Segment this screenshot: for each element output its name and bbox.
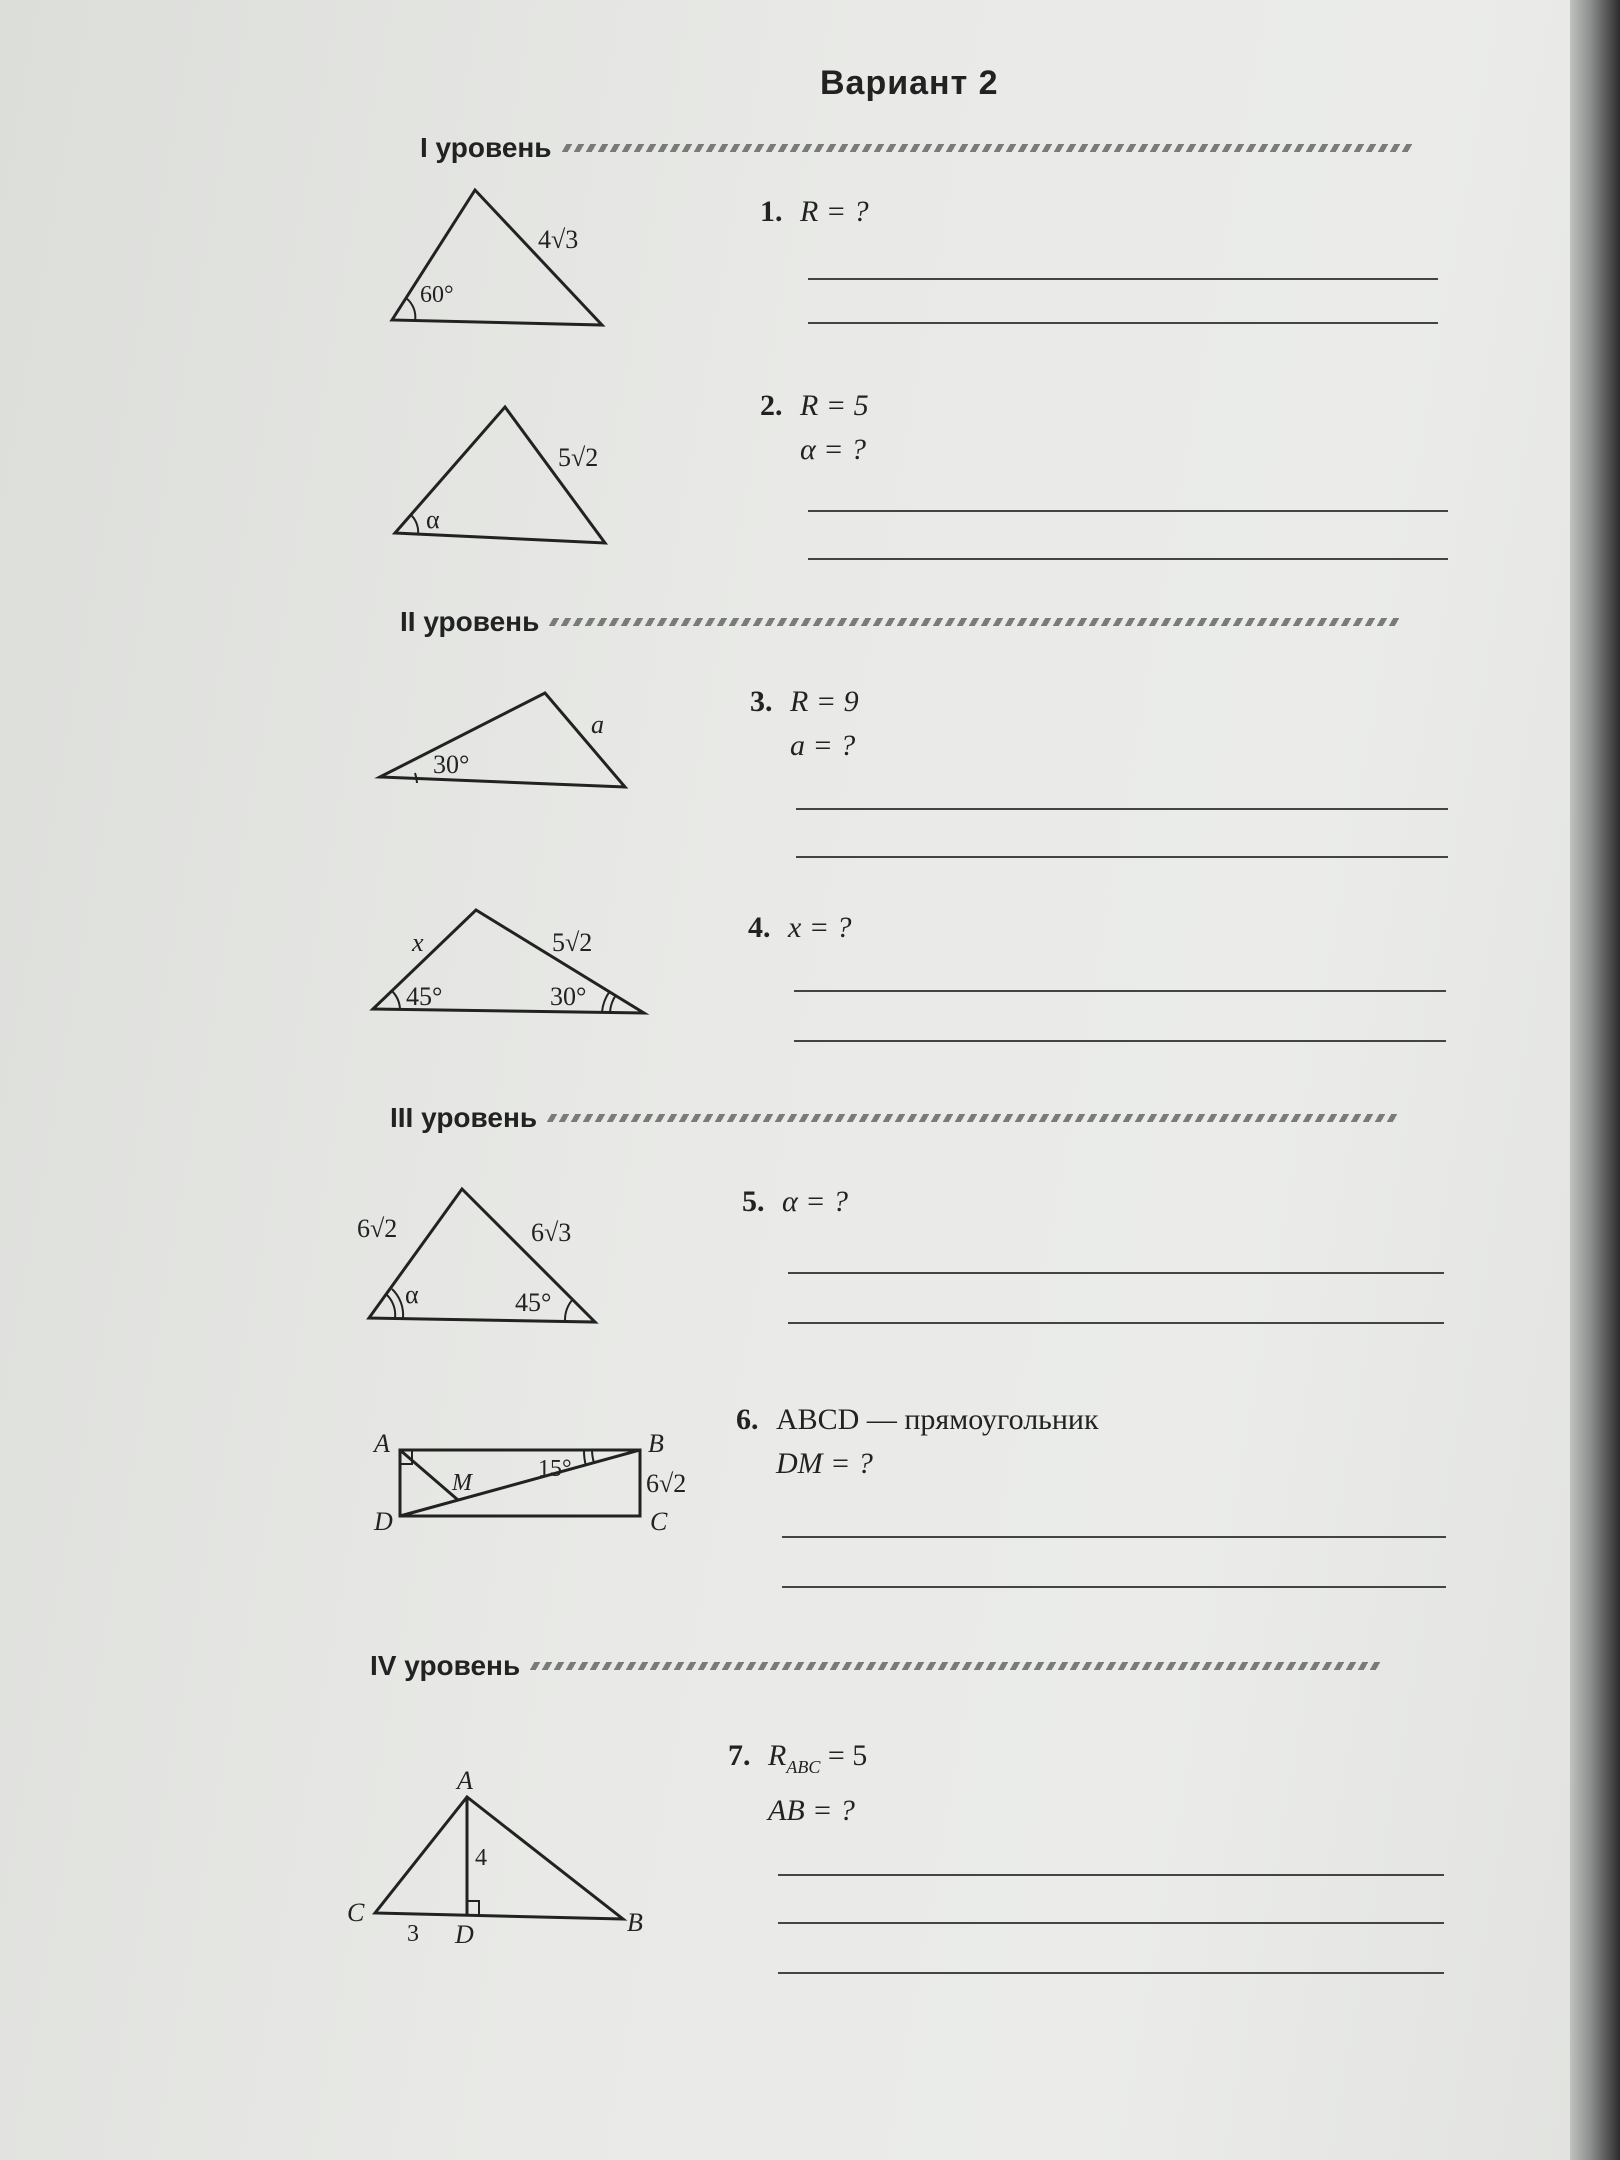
problem-text: ABCD — прямоугольник [776, 1403, 1099, 1436]
triangle-figure-2 [390, 400, 630, 550]
problem-text: a = ? [790, 729, 856, 762]
triangle-figure-1 [380, 180, 620, 340]
problem-text: R = ? [800, 195, 869, 228]
side-label: 6√2 [357, 1214, 398, 1243]
problem-7 [728, 1734, 867, 1833]
vertex-label-c: C [347, 1898, 365, 1927]
page-title: Вариант 2 [820, 64, 999, 102]
level-2-header [400, 602, 1401, 642]
problem-text: R = 9 [790, 685, 859, 718]
answer-line[interactable] [788, 1272, 1444, 1274]
answer-line[interactable] [796, 808, 1448, 810]
level-label: IV уровень [370, 1650, 521, 1681]
problem-number: 6. [736, 1403, 759, 1436]
angle-label: 15° [538, 1456, 572, 1482]
vertex-label-c: C [650, 1507, 668, 1536]
answer-line[interactable] [808, 558, 1448, 560]
triangle-figure-7 [345, 1765, 665, 1949]
problem-number: 1. [760, 195, 783, 228]
answer-line[interactable] [782, 1586, 1446, 1588]
problem-number: 2. [760, 389, 783, 422]
rectangle-figure-6 [370, 1430, 700, 1540]
answer-line[interactable] [794, 1040, 1446, 1042]
answer-line[interactable] [782, 1536, 1446, 1538]
problem-text: α = ? [782, 1185, 848, 1218]
side-label: 5√2 [552, 928, 593, 957]
angle-label: 45° [515, 1288, 552, 1317]
problem-1 [760, 190, 869, 234]
level-label: II уровень [400, 606, 540, 637]
vertex-label-d: D [455, 1920, 474, 1949]
level-4-header [370, 1646, 1382, 1686]
vertex-label-a: A [457, 1766, 473, 1795]
problem-2 [760, 384, 869, 472]
problem-4 [748, 906, 852, 950]
answer-line[interactable] [808, 278, 1438, 280]
level-3-header [390, 1098, 1399, 1138]
subscript-text: ABC [786, 1757, 821, 1777]
vertex-label-b: B [648, 1429, 664, 1458]
angle-label: 60° [420, 282, 454, 308]
answer-line[interactable] [808, 510, 1448, 512]
level-1-header [420, 128, 1414, 168]
level-label: III уровень [390, 1102, 538, 1133]
vertex-label-a: A [374, 1429, 390, 1458]
side-label: 5√2 [558, 443, 599, 472]
page-edge [1570, 0, 1620, 2160]
level-divider [561, 144, 1416, 152]
angle-label: 45° [406, 982, 443, 1011]
side-label: 6√3 [531, 1218, 572, 1247]
angle-label: α [405, 1280, 419, 1309]
problem-text: AB = ? [768, 1794, 855, 1827]
answer-line[interactable] [808, 322, 1438, 324]
problem-text: α = ? [800, 433, 866, 466]
angle-label: 30° [433, 750, 470, 779]
level-label: I уровень [420, 132, 552, 163]
side-label: 4√3 [538, 225, 579, 254]
level-divider [547, 1114, 1402, 1122]
problem-number: 5. [742, 1185, 765, 1218]
problem-number: 3. [750, 685, 773, 718]
problem-text: DM = ? [776, 1447, 873, 1480]
triangle-figure-5 [357, 1185, 605, 1320]
side-label: x [412, 928, 424, 957]
answer-line[interactable] [794, 990, 1446, 992]
problem-number: 4. [748, 911, 771, 944]
answer-line[interactable] [796, 856, 1448, 858]
base-label: 3 [407, 1921, 419, 1947]
triangle-figure-4 [370, 905, 650, 1015]
problem-6 [736, 1398, 1099, 1486]
angle-label: α [426, 505, 440, 534]
problem-number: 7. [728, 1739, 751, 1772]
problem-text: = 5 [820, 1739, 868, 1772]
side-label: 6√2 [646, 1469, 687, 1498]
angle-label: 30° [550, 982, 587, 1011]
problem-text: R = 5 [800, 389, 869, 422]
problem-5 [742, 1180, 848, 1224]
answer-line[interactable] [788, 1322, 1444, 1324]
level-divider [530, 1662, 1385, 1670]
answer-line[interactable] [778, 1922, 1444, 1924]
height-label: 4 [475, 1845, 487, 1871]
problem-3 [750, 680, 859, 768]
level-divider [549, 618, 1404, 626]
vertex-label-d: D [374, 1507, 393, 1536]
problem-text: x = ? [788, 911, 852, 944]
vertex-label-b: B [627, 1908, 643, 1937]
triangle-figure-3 [375, 685, 635, 795]
point-label-m: M [452, 1470, 472, 1496]
answer-line[interactable] [778, 1874, 1444, 1876]
side-label: a [591, 710, 604, 739]
answer-line[interactable] [778, 1972, 1444, 1974]
problem-text: R [768, 1739, 787, 1772]
